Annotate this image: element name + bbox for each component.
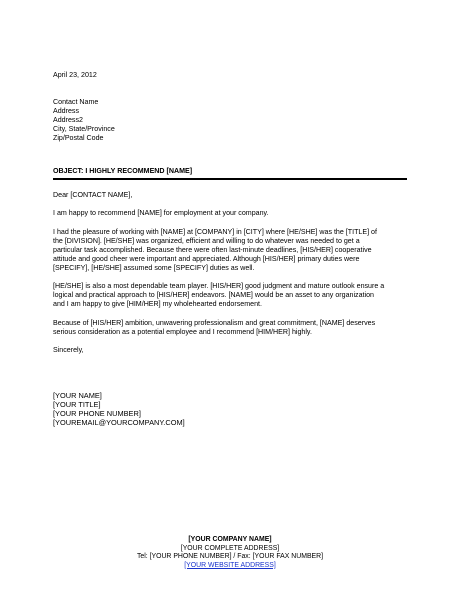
recipient-address-line2: Address2 — [53, 116, 83, 125]
letterhead-footer — [0, 536, 460, 570]
salutation: Dear [CONTACT NAME], — [53, 191, 133, 199]
signature-email: [YOUREMAIL@YOURCOMPANY.COM] — [53, 418, 185, 428]
subject-divider — [53, 178, 407, 180]
paragraph-intro: I am happy to recommend [NAME] for employment at your company. — [53, 209, 269, 218]
paragraph-teamwork-line: and I am happy to give [HIM/HER] my wholehearted endorsement. — [53, 300, 262, 309]
recipient-city: City, State/Province — [53, 125, 115, 134]
paragraph-experience-line: the [DIVISION]. [HE/SHE] was organized, efficient and willing to do whatever was needed to get a — [53, 236, 360, 245]
paragraph-experience-line: I had the pleasure of working with [NAME] at [COMPANY] in [CITY] where [HE/SHE] was the [TITLE] of — [53, 227, 377, 236]
letter-subject: OBJECT: I HIGHLY RECOMMEND [NAME] — [53, 167, 193, 175]
paragraph-teamwork-line: logical and practical approach to [HIS/HER] endeavors. [NAME] would be an asset to any organization — [53, 291, 374, 300]
signature-block — [53, 391, 185, 427]
paragraph-experience-line: attitude and good cheer were important and appreciated. Although [HIS/HER] primary duties were — [53, 254, 360, 263]
paragraph-teamwork-line: [HE/SHE] is also a most dependable team player. [HIS/HER] good judgment and mature outlook ensure a — [53, 282, 385, 291]
paragraph-experience-line: [SPECIFY], [HE/SHE] assumed some [SPECIFY] duties as well. — [53, 263, 255, 272]
letter-body — [53, 191, 409, 355]
paragraph-conclusion-line: Because of [HIS/HER] ambition, unwavering professionalism and great commitment, [NAME] deserves — [53, 318, 376, 327]
footer-phones: Tel: [YOUR PHONE NUMBER] / Fax: [YOUR FAX NUMBER] — [136, 553, 324, 561]
footer-address: [YOUR COMPLETE ADDRESS] — [180, 544, 280, 552]
recipient-address — [53, 98, 115, 143]
signature-phone: [YOUR PHONE NUMBER] — [53, 409, 141, 419]
footer-company-name: [YOUR COMPANY NAME] — [188, 536, 272, 543]
paragraph-conclusion-line: serious consideration as a potential employee and I recommend [HIM/HER] highly. — [53, 327, 312, 336]
signature-name: [YOUR NAME] — [53, 391, 102, 400]
closing: Sincerely, — [53, 346, 84, 355]
recipient-address-line1: Address — [53, 107, 80, 116]
recipient-zip: Zip/Postal Code — [53, 134, 104, 143]
footer-website-link[interactable]: [YOUR WEBSITE ADDRESS] — [184, 561, 276, 569]
signature-title: [YOUR TITLE] — [53, 400, 101, 410]
recipient-name: Contact Name — [53, 98, 99, 106]
letter-date: April 23, 2012 — [53, 71, 97, 79]
paragraph-experience-line: particular task accomplished. Because there were often last-minute deadlines, [HIS/HER] cooperative — [53, 245, 372, 254]
